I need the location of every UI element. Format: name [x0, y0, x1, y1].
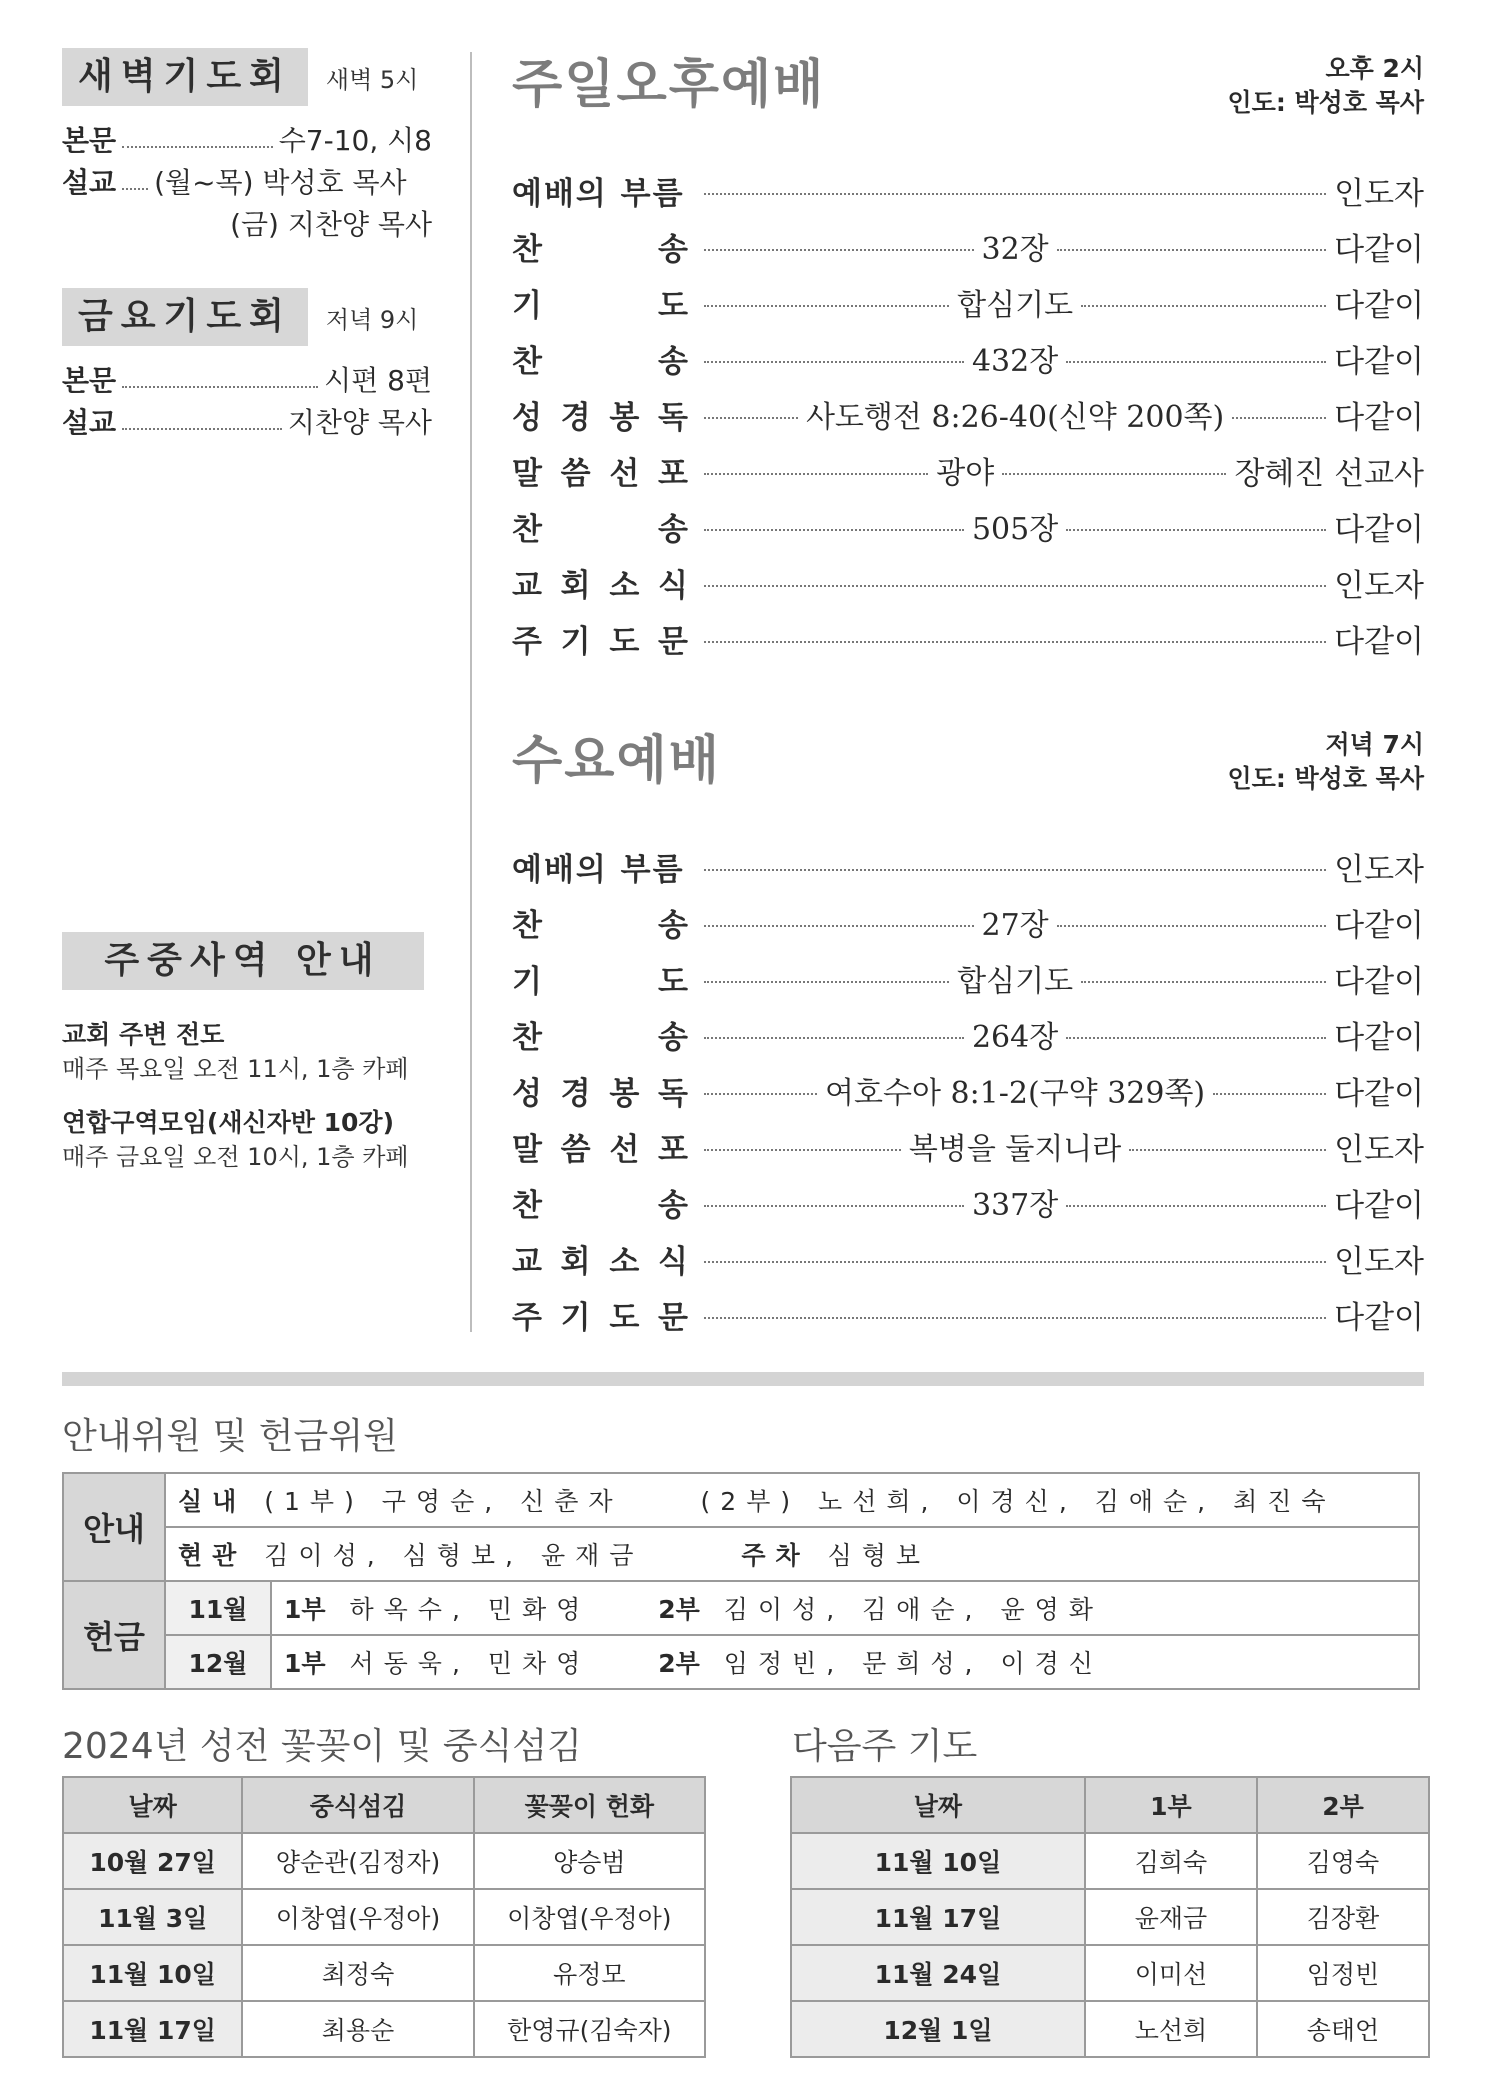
order-item-line	[704, 504, 1424, 549]
table-row	[63, 1833, 705, 1889]
order-item-detail: 27장	[981, 908, 1049, 943]
name-cell: 송태언	[1257, 2001, 1429, 2057]
leader-dots	[1129, 1149, 1326, 1151]
leader-dots	[704, 249, 974, 251]
table-row	[791, 1945, 1429, 2001]
ministry-title: 주중사역 안내	[62, 932, 424, 990]
order-item	[512, 218, 1424, 274]
order-item-name-char: 소	[609, 1243, 640, 1280]
parking-label: 주차	[741, 1541, 810, 1570]
leader-dots	[704, 1149, 901, 1151]
dawn-sermon-value-2: (금) 지찬양 목사	[230, 208, 432, 241]
order-item-participant: 다같이	[1334, 343, 1424, 380]
friday-sermon-label: 설교	[62, 406, 117, 439]
name-cell: 이창엽(우정아)	[242, 1889, 473, 1945]
order-item-name	[512, 392, 688, 437]
leader-dots	[122, 386, 318, 388]
ministry-item-title: 교회 주변 전도	[62, 1020, 225, 1049]
dawn-prayer-header	[62, 48, 432, 106]
order-item	[512, 554, 1424, 610]
dawn-sermon-row	[62, 162, 432, 204]
order-item-name	[512, 1180, 688, 1225]
order-item-participant: 다같이	[1334, 907, 1424, 944]
order-item-line	[704, 280, 1424, 325]
order-item-name-char: 기	[512, 287, 542, 324]
name-cell: 노선희	[1085, 2001, 1257, 2057]
date-cell: 11월 24일	[791, 1945, 1085, 2001]
order-item-detail: 합심기도	[957, 288, 1074, 323]
order-item	[512, 894, 1424, 950]
order-item-name-char: 선	[609, 1131, 640, 1168]
order-item-name-char: 기	[512, 963, 542, 1000]
sunday-service-leader: 인도: 박성호 목사	[1227, 88, 1424, 117]
table-row	[791, 1889, 1429, 1945]
order-item	[512, 1118, 1424, 1174]
wednesday-service-title: 수요예배	[512, 731, 721, 791]
column-divider	[470, 52, 472, 1332]
leader-dots	[122, 188, 148, 190]
table-row	[63, 1527, 1419, 1581]
order-item-detail: 337장	[971, 1188, 1059, 1223]
order-item-name	[512, 1068, 688, 1113]
order-item-participant: 다같이	[1334, 963, 1425, 1000]
dawn-sermon-value-1: (월~목) 박성호 목사	[154, 166, 407, 199]
dec-offering-cell	[271, 1635, 1419, 1689]
order-item	[512, 838, 1424, 894]
order-item-name-char: 성	[512, 399, 542, 436]
nov-part1-names: 하옥수, 민화영	[349, 1595, 591, 1624]
friday-text-row	[62, 360, 432, 402]
ministry-item-desc: 매주 금요일 오전 10시, 1층 카페	[62, 1143, 409, 1171]
order-item-name-char: 문	[658, 623, 688, 660]
leader-dots	[1066, 529, 1326, 531]
part1-label: 1부	[284, 1595, 326, 1624]
leader-dots	[704, 641, 1326, 643]
friday-text-value: 시편 8편	[324, 364, 432, 397]
order-item-detail: 32장	[981, 232, 1049, 267]
name-cell: 이미선	[1085, 1945, 1257, 2001]
name-cell: 최용순	[242, 2001, 473, 2057]
leader-dots	[1066, 1037, 1326, 1039]
order-item-participant: 다같이	[1334, 1187, 1424, 1224]
section-divider-bar	[62, 1372, 1424, 1386]
order-item-line	[704, 1292, 1424, 1337]
leader-dots	[704, 869, 1326, 871]
order-item-name-char: 주	[512, 1299, 542, 1336]
column-header: 중식섬김	[242, 1777, 473, 1833]
order-item	[512, 1062, 1424, 1118]
wednesday-order-list	[512, 838, 1424, 1342]
leader-dots	[122, 428, 282, 430]
name-cell: 양순관(김정자)	[242, 1833, 473, 1889]
entrance-names: 김이성, 심형보, 윤재금	[264, 1541, 644, 1570]
prayer-table	[790, 1776, 1430, 2058]
dawn-text-value: 수7-10, 시8	[278, 124, 432, 157]
nov-part2-names: 김이성, 김애순, 윤영화	[723, 1595, 1103, 1624]
nov-offering-cell	[271, 1581, 1419, 1635]
order-item-participant: 다같이	[1334, 1075, 1425, 1112]
left-column	[62, 48, 432, 444]
dawn-sermon-row-2	[62, 204, 432, 246]
order-item-name-char: 식	[658, 567, 688, 604]
friday-prayer-header	[62, 288, 432, 346]
order-item-detail: 합심기도	[957, 964, 1074, 999]
order-item-name	[512, 448, 688, 493]
order-item-name-char: 송	[658, 1187, 688, 1224]
wednesday-service-leader: 인도: 박성호 목사	[1227, 764, 1424, 793]
dawn-prayer-time: 새벽 5시	[325, 65, 419, 94]
order-item-name-char: 교	[512, 1243, 542, 1280]
dawn-prayer-title: 새벽기도회	[62, 48, 308, 106]
order-item	[512, 1230, 1424, 1286]
order-item-name-char: 찬	[512, 907, 542, 944]
order-item-participant: 다같이	[1334, 1299, 1424, 1336]
leader-dots	[1066, 1205, 1326, 1207]
date-cell: 12월 1일	[791, 2001, 1085, 2057]
indoor-part2: (2부) 노선희, 이경신, 김애순, 최진숙	[700, 1487, 1336, 1516]
leader-dots	[1057, 925, 1327, 927]
order-item-line	[704, 1068, 1424, 1113]
table-row	[63, 1635, 1419, 1689]
order-item-name-char: 말	[512, 455, 542, 492]
table-row	[791, 1833, 1429, 1889]
name-cell: 김희숙	[1085, 1833, 1257, 1889]
order-item-name-char: 봉	[609, 1075, 640, 1112]
leader-dots	[704, 585, 1326, 587]
order-item-name	[512, 1012, 688, 1057]
order-item-name-char: 송	[658, 511, 688, 548]
order-item-participant: 인도자	[1334, 175, 1424, 212]
sunday-service-time: 오후 2시	[1325, 54, 1424, 83]
order-item-line	[704, 392, 1424, 437]
order-item	[512, 950, 1424, 1006]
sunday-service-meta	[1228, 52, 1424, 120]
wednesday-service-meta	[1228, 728, 1424, 796]
order-item-name-char: 씀	[560, 455, 591, 492]
order-item-line	[704, 1180, 1424, 1225]
name-cell: 한영규(김숙자)	[474, 2001, 705, 2057]
dawn-text-row	[62, 120, 432, 162]
order-item-participant: 다같이	[1334, 399, 1424, 436]
order-item-participant: 다같이	[1334, 511, 1424, 548]
order-item-name	[512, 616, 688, 661]
name-cell: 임정빈	[1257, 1945, 1429, 2001]
leader-dots	[1232, 417, 1326, 419]
order-item-name-char: 주	[512, 623, 542, 660]
dawn-text-label: 본문	[62, 124, 117, 157]
order-item-detail: 여호수아 8:1-2(구약 329쪽)	[825, 1076, 1206, 1111]
indoor-label: 실내	[178, 1487, 247, 1516]
order-item-participant: 다같이	[1334, 231, 1424, 268]
column-header: 꽃꽂이 헌화	[474, 1777, 705, 1833]
order-item-name-char: 독	[658, 1075, 688, 1112]
leader-dots	[122, 146, 273, 148]
order-item-name-char: 포	[658, 455, 688, 492]
staff-section-title: 안내위원 및 헌금위원	[62, 1416, 398, 1457]
date-cell: 11월 10일	[791, 1833, 1085, 1889]
date-cell: 11월 17일	[791, 1889, 1085, 1945]
entrance-cell	[165, 1527, 1419, 1581]
table-row	[63, 1889, 705, 1945]
order-item-name-char: 씀	[560, 1131, 591, 1168]
leader-dots	[704, 1317, 1326, 1319]
guide-label: 안내	[63, 1473, 165, 1581]
ministry-item-title: 연합구역모임(새신자반 10강)	[62, 1108, 394, 1137]
order-item-line	[704, 1124, 1424, 1169]
order-item	[512, 442, 1424, 498]
order-item-name-char: 송	[658, 1019, 688, 1056]
order-item-participant: 인도자	[1334, 1243, 1424, 1280]
order-item-name	[512, 956, 688, 1001]
sunday-service-title: 주일오후예배	[512, 55, 826, 115]
order-item-name-char: 찬	[512, 511, 542, 548]
name-cell: 유정모	[474, 1945, 705, 2001]
order-item-line	[704, 956, 1424, 1001]
sunday-service-header	[512, 52, 1424, 162]
part2-label: 2부	[658, 1595, 700, 1624]
order-item	[512, 274, 1424, 330]
order-item-name-char: 소	[609, 567, 640, 604]
order-item-name	[512, 504, 688, 549]
order-item-name-char: 도	[609, 623, 640, 660]
wednesday-service-header	[512, 728, 1424, 838]
order-item-name-char: 문	[658, 1299, 688, 1336]
order-item-detail: 264장	[971, 1020, 1059, 1055]
ministry-section	[62, 932, 432, 1174]
order-item-name-char: 송	[658, 231, 688, 268]
column-header: 날짜	[63, 1777, 242, 1833]
order-item-name-char: 찬	[512, 231, 542, 268]
indoor-part1: (1부) 구영순, 신춘자	[264, 1487, 623, 1516]
order-item-line	[704, 1236, 1424, 1281]
column-header: 1부	[1085, 1777, 1257, 1833]
order-item-name-char: 도	[658, 963, 688, 1000]
order-item-name-char: 찬	[512, 343, 542, 380]
order-item-line	[704, 336, 1424, 381]
order-item-line	[704, 560, 1424, 605]
order-item-participant: 인도자	[1334, 1131, 1424, 1168]
order-item-name-char: 경	[560, 399, 591, 436]
order-item-name-char: 경	[560, 1075, 591, 1112]
leader-dots	[704, 1205, 964, 1207]
part1-label: 1부	[284, 1649, 326, 1678]
order-item-line	[704, 844, 1424, 889]
friday-sermon-row	[62, 402, 432, 444]
order-item-participant: 장혜진 선교사	[1234, 455, 1424, 492]
friday-prayer-time: 저녁 9시	[325, 305, 419, 334]
table-row	[63, 1473, 1419, 1527]
part2-label: 2부	[658, 1649, 700, 1678]
order-item-participant: 다같이	[1334, 287, 1425, 324]
order-item-name	[512, 560, 688, 605]
sunday-order-list	[512, 162, 1424, 666]
order-item-name-char: 기	[560, 1299, 591, 1336]
leader-dots	[704, 1093, 817, 1095]
column-header: 2부	[1257, 1777, 1429, 1833]
order-item-line	[704, 900, 1424, 945]
order-item	[512, 1286, 1424, 1342]
friday-text-label: 본문	[62, 364, 117, 397]
leader-dots	[704, 1261, 1326, 1263]
order-item-name-char: 포	[658, 1131, 688, 1168]
order-item-name-char: 성	[512, 1075, 542, 1112]
order-item-name-char: 송	[658, 343, 688, 380]
dawn-sermon-label: 설교	[62, 166, 117, 199]
name-cell: 최정숙	[242, 1945, 473, 2001]
name-cell: 김영숙	[1257, 1833, 1429, 1889]
order-item-name-char: 찬	[512, 1187, 542, 1224]
order-item	[512, 498, 1424, 554]
parking-names: 심형보	[827, 1541, 931, 1570]
friday-prayer-title: 금요기도회	[62, 288, 308, 346]
order-item-detail: 사도행전 8:26-40(신약 200쪽)	[805, 400, 1225, 435]
order-item-name-char: 독	[658, 399, 688, 436]
wednesday-service-time: 저녁 7시	[1325, 730, 1424, 759]
leader-dots	[1066, 361, 1326, 363]
date-cell: 11월 17일	[63, 2001, 242, 2057]
leader-dots	[704, 417, 798, 419]
staff-table	[62, 1472, 1420, 1690]
order-item-detail: 432장	[971, 344, 1059, 379]
nov-label: 11월	[165, 1581, 271, 1635]
order-item-name-char: 교	[512, 567, 542, 604]
table-row	[63, 1581, 1419, 1635]
indoor-cell	[165, 1473, 1419, 1527]
order-item-name	[512, 280, 688, 325]
order-item-name	[512, 900, 688, 945]
order-item-name: 예배의 부름	[512, 851, 685, 888]
order-item-name-char: 식	[658, 1243, 688, 1280]
order-item-detail: 복병을 둘지니라	[908, 1132, 1122, 1167]
dec-label: 12월	[165, 1635, 271, 1689]
order-item-line	[704, 1012, 1424, 1057]
order-item-name-char: 송	[658, 907, 688, 944]
order-item-name-char: 기	[560, 623, 591, 660]
order-item-participant: 인도자	[1334, 851, 1424, 888]
leader-dots	[1002, 473, 1226, 475]
order-item-participant: 다같이	[1334, 623, 1424, 660]
order-item	[512, 162, 1424, 218]
leader-dots	[1081, 981, 1326, 983]
order-item	[512, 386, 1424, 442]
order-item	[512, 1174, 1424, 1230]
order-item-line	[704, 616, 1424, 661]
table-header-row	[63, 1777, 705, 1833]
prayer-section-title: 다음주 기도	[792, 1726, 978, 1767]
order-item-name-char: 찬	[512, 1019, 542, 1056]
name-cell: 윤재금	[1085, 1889, 1257, 1945]
order-item-name	[512, 1124, 688, 1169]
order-item-name-char: 선	[609, 455, 640, 492]
date-cell: 10월 27일	[63, 1833, 242, 1889]
order-item-name: 예배의 부름	[512, 175, 685, 212]
order-item-detail: 광야	[936, 456, 995, 491]
order-item-name-char: 말	[512, 1131, 542, 1168]
order-item-participant: 인도자	[1334, 567, 1424, 604]
friday-sermon-value: 지찬양 목사	[287, 406, 432, 439]
order-item	[512, 330, 1424, 386]
table-row	[63, 2001, 705, 2057]
leader-dots	[704, 529, 964, 531]
leader-dots	[704, 1037, 964, 1039]
order-item-line	[704, 448, 1424, 493]
order-item-line	[704, 168, 1424, 213]
table-row	[791, 2001, 1429, 2057]
order-item-participant: 다같이	[1334, 1019, 1424, 1056]
dec-part1-names: 서동욱, 민차영	[349, 1649, 591, 1678]
leader-dots	[704, 473, 928, 475]
leader-dots	[704, 981, 949, 983]
leader-dots	[704, 925, 974, 927]
flowers-section-title: 2024년 성전 꽃꽂이 및 중식섬김	[62, 1726, 582, 1767]
wednesday-service	[512, 728, 1424, 1342]
name-cell: 양승범	[474, 1833, 705, 1889]
order-item-name-char: 회	[560, 567, 591, 604]
order-item-name-char: 회	[560, 1243, 591, 1280]
leader-dots	[1057, 249, 1327, 251]
name-cell: 김장환	[1257, 1889, 1429, 1945]
order-item-name-char: 도	[609, 1299, 640, 1336]
order-item-name	[512, 336, 688, 381]
leader-dots	[1081, 305, 1326, 307]
sunday-service	[512, 52, 1424, 666]
order-item	[512, 1006, 1424, 1062]
name-cell: 이창엽(우정아)	[474, 1889, 705, 1945]
date-cell: 11월 3일	[63, 1889, 242, 1945]
order-item-detail: 505장	[971, 512, 1059, 547]
flowers-table	[62, 1776, 706, 2058]
order-item-name-char: 도	[658, 287, 688, 324]
entrance-label: 현관	[178, 1541, 247, 1570]
order-item-name	[512, 1292, 688, 1337]
leader-dots	[704, 305, 949, 307]
dec-part2-names: 임정빈, 문희성, 이경신	[723, 1649, 1103, 1678]
order-item-name	[512, 224, 688, 269]
order-item-line	[704, 224, 1424, 269]
column-header: 날짜	[791, 1777, 1085, 1833]
offering-label: 헌금	[63, 1581, 165, 1689]
table-row	[63, 1945, 705, 2001]
table-header-row	[791, 1777, 1429, 1833]
order-item	[512, 610, 1424, 666]
leader-dots	[704, 193, 1326, 195]
date-cell: 11월 10일	[63, 1945, 242, 2001]
order-item-name-char: 봉	[609, 399, 640, 436]
leader-dots	[704, 361, 964, 363]
leader-dots	[1213, 1093, 1326, 1095]
order-item-name	[512, 1236, 688, 1281]
ministry-item-desc: 매주 목요일 오전 11시, 1층 카페	[62, 1055, 409, 1083]
